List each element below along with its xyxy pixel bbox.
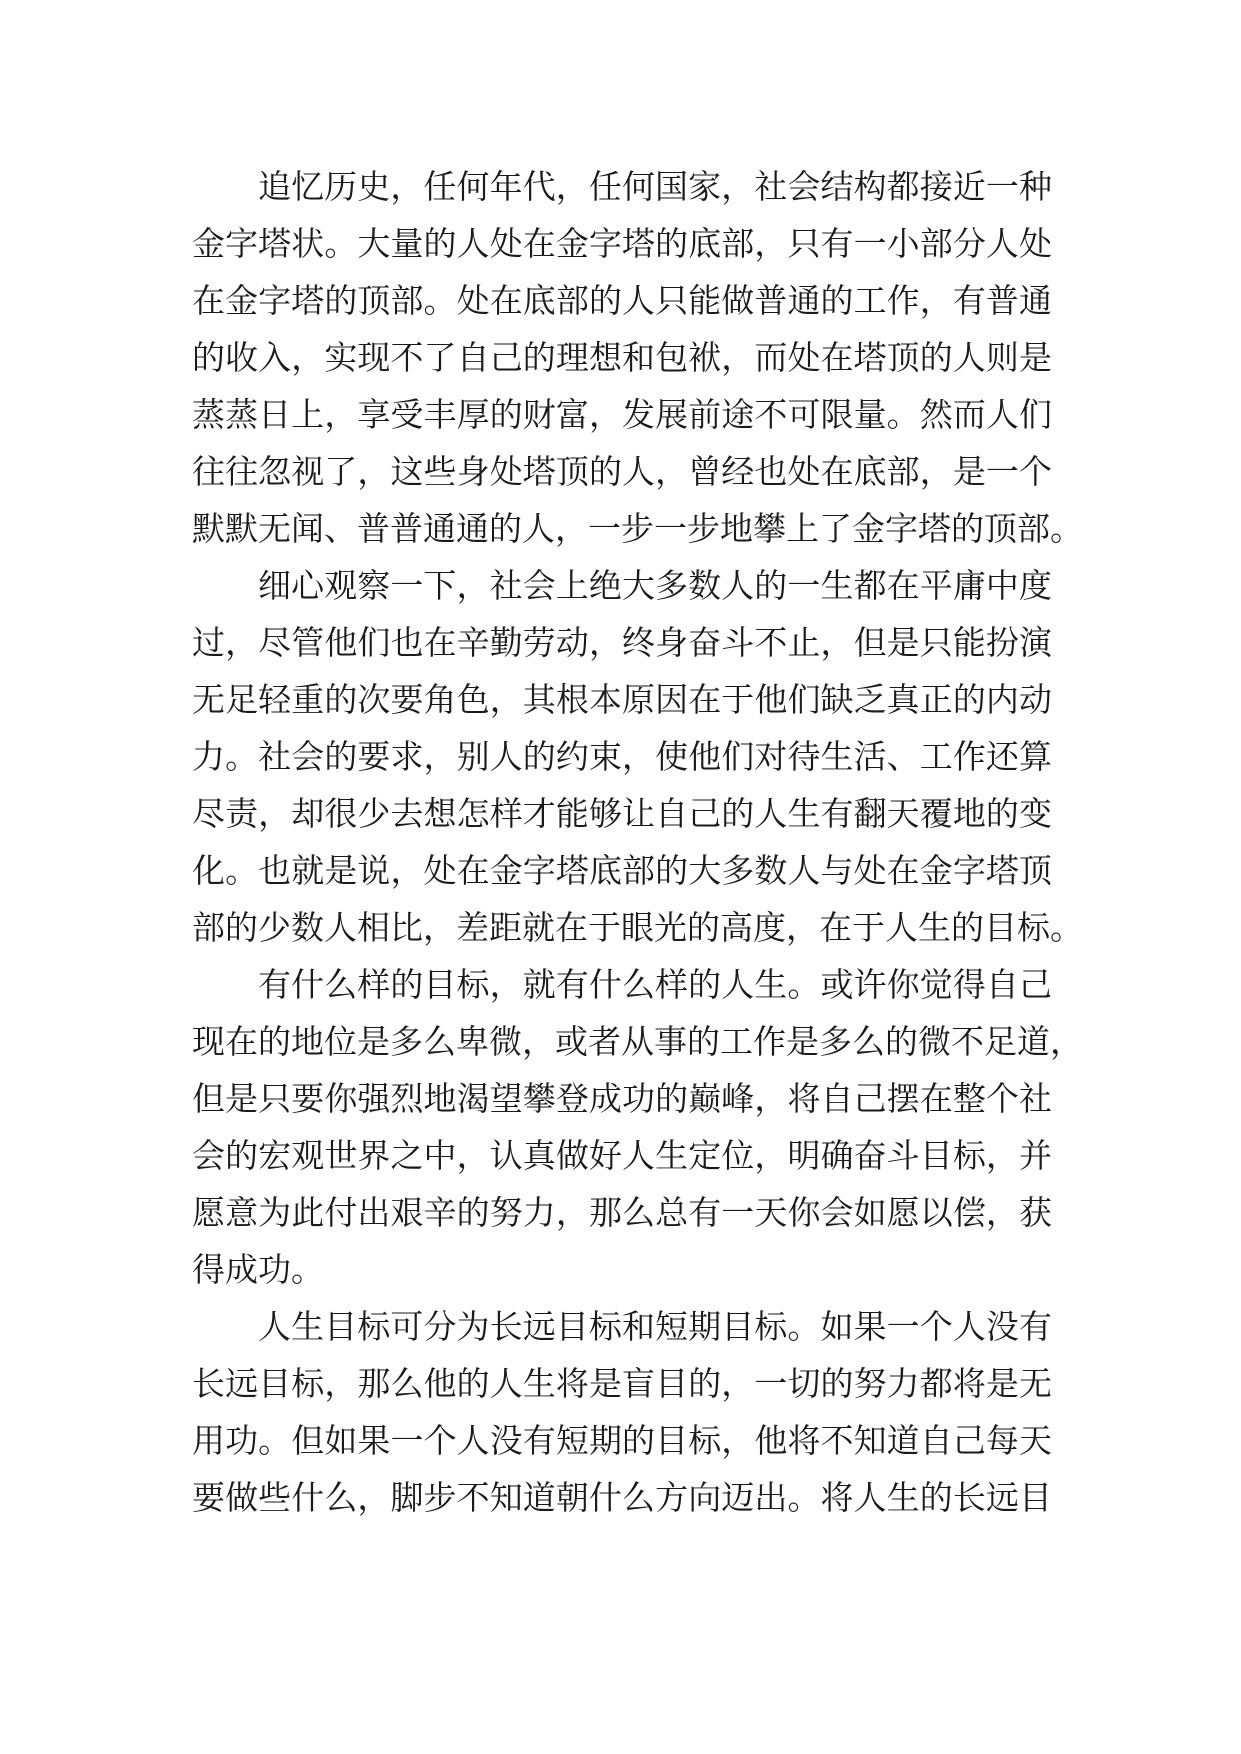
text-line: 金字塔状。大量的人处在金字塔的底部，只有一小部分人处 (192, 224, 1052, 263)
text-line: 要做些什么，脚步不知道朝什么方向迈出。将人生的长远目 (192, 1478, 1052, 1517)
text-line: 得成功。 (192, 1250, 324, 1289)
body-text (192, 158, 1083, 1526)
text-line: 有什么样的目标，就有什么样的人生。或许你觉得自己 (258, 965, 1052, 1004)
paragraph-1 (192, 158, 1083, 557)
text-line: 人生目标可分为长远目标和短期目标。如果一个人没有 (258, 1307, 1052, 1346)
text-line: 尽责，却很少去想怎样才能够让自己的人生有翻天覆地的变 (192, 794, 1052, 833)
text-line: 用功。但如果一个人没有短期的目标，他将不知道自己每天 (192, 1421, 1052, 1460)
text-line: 在金字塔的顶部。处在底部的人只能做普通的工作，有普通 (192, 281, 1052, 320)
text-line: 现在的地位是多么卑微，或者从事的工作是多么的微不足道， (192, 1022, 1083, 1061)
text-line: 会的宏观世界之中，认真做好人生定位，明确奋斗目标，并 (192, 1136, 1052, 1175)
text-line: 追忆历史，任何年代，任何国家，社会结构都接近一种 (258, 167, 1052, 206)
text-line: 但是只要你强烈地渴望攀登成功的巅峰，将自己摆在整个社 (192, 1079, 1052, 1118)
text-line: 默默无闻、普普通通的人，一步一步地攀上了金字塔的顶部。 (192, 509, 1083, 548)
text-line: 愿意为此付出艰辛的努力，那么总有一天你会如愿以偿，获 (192, 1193, 1052, 1232)
text-line: 过，尽管他们也在辛勤劳动，终身奋斗不止，但是只能扮演 (192, 623, 1052, 662)
paragraph-4 (192, 1298, 1052, 1526)
paragraph-2 (192, 557, 1083, 956)
text-line: 部的少数人相比，差距就在于眼光的高度，在于人生的目标。 (192, 908, 1083, 947)
text-line: 化。也就是说，处在金字塔底部的大多数人与处在金字塔顶 (192, 851, 1052, 890)
text-line: 力。社会的要求，别人的约束，使他们对待生活、工作还算 (192, 737, 1052, 776)
text-line: 往往忽视了，这些身处塔顶的人，曾经也处在底部，是一个 (192, 452, 1052, 491)
text-line: 细心观察一下，社会上绝大多数人的一生都在平庸中度 (258, 566, 1052, 605)
paragraph-3 (192, 956, 1083, 1298)
text-line: 长远目标，那么他的人生将是盲目的，一切的努力都将是无 (192, 1364, 1052, 1403)
text-line: 的收入，实现不了自己的理想和包袱，而处在塔顶的人则是 (192, 338, 1052, 377)
text-line: 无足轻重的次要角色，其根本原因在于他们缺乏真正的内动 (192, 680, 1052, 719)
text-line: 蒸蒸日上，享受丰厚的财富，发展前途不可限量。然而人们 (192, 395, 1052, 434)
